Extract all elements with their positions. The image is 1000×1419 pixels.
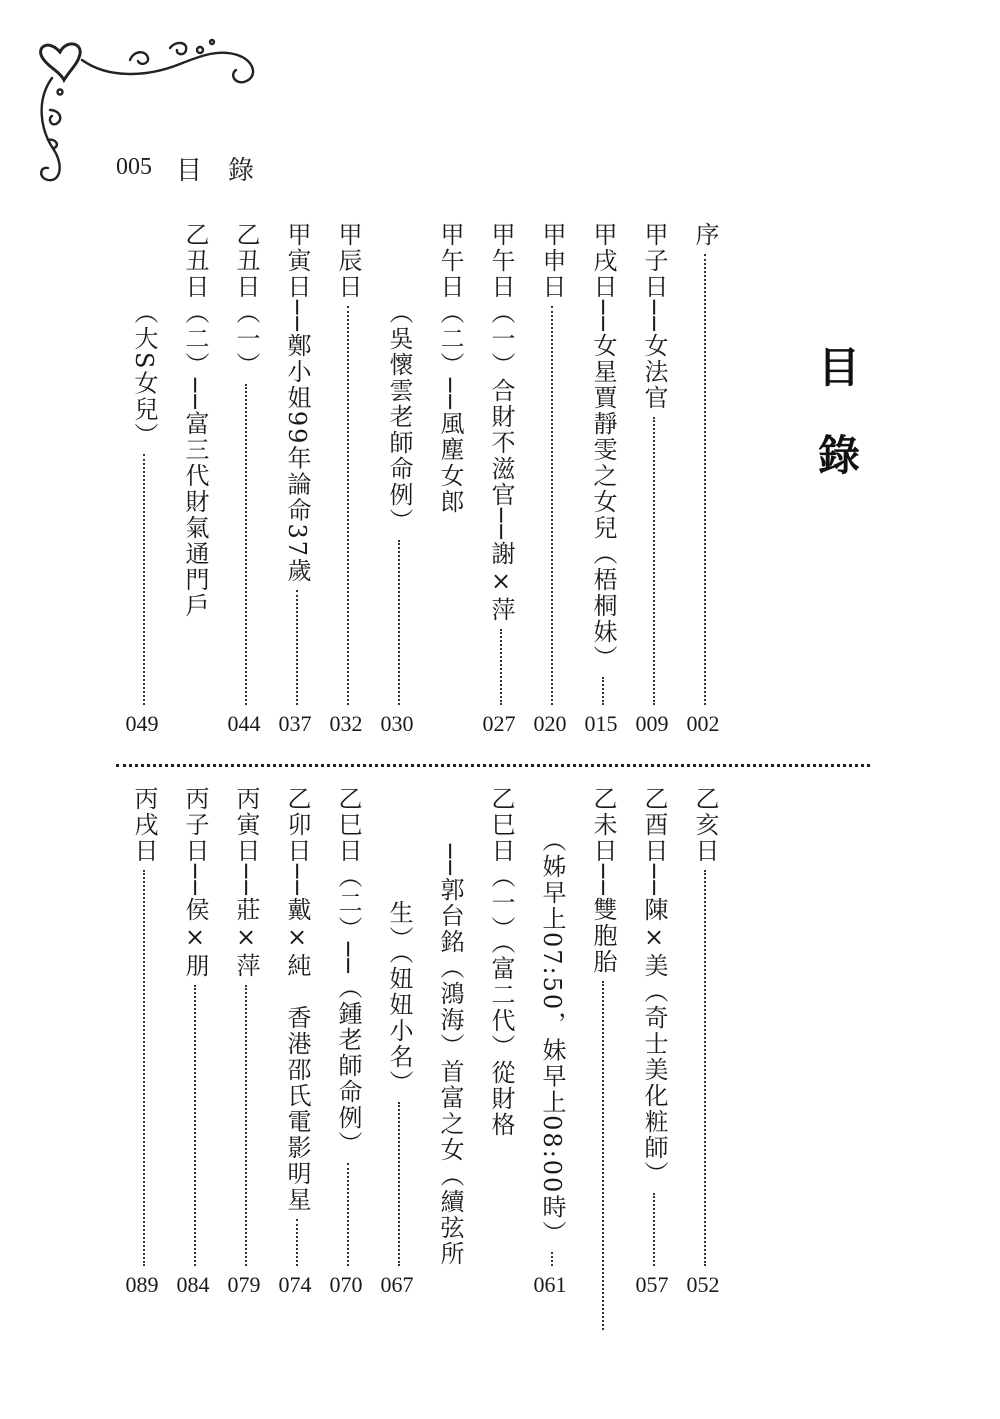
toc-entry-title: 甲申日 [538, 222, 566, 300]
dot-leader [143, 454, 145, 705]
toc-page-number: 037 [278, 711, 312, 736]
dot-leader [602, 677, 604, 705]
dot-leader [296, 590, 298, 705]
dot-leader [704, 870, 706, 1266]
toc-entry[interactable] [126, 786, 162, 1298]
toc-entry[interactable] [279, 222, 315, 737]
toc-entry-continuation[interactable] [534, 786, 570, 1298]
toc-entry[interactable] [228, 786, 264, 1298]
toc-page-number: 074 [278, 1272, 312, 1297]
toc-entry-title: ──郭台銘（鴻海）首富之女（續弦所 [436, 844, 464, 1267]
dot-leader [653, 417, 655, 705]
toc-page-number: 079 [227, 1272, 261, 1297]
running-header-title: 目錄 [176, 156, 281, 186]
dot-leader [551, 306, 553, 705]
toc-entry[interactable] [636, 786, 672, 1298]
toc-entry-title: 乙丑日（二）──富三代財氣通門戶 [181, 222, 209, 619]
dot-leader [245, 985, 247, 1266]
toc-entry-title: （大S女兒） [130, 300, 158, 449]
toc-entry[interactable] [483, 786, 519, 1298]
toc-entry-title: 乙巳日（二）──（鍾老師命例） [334, 786, 362, 1157]
toc-entry[interactable] [279, 786, 315, 1298]
toc-entry-title: 甲辰日 [334, 222, 362, 300]
dot-leader [194, 985, 196, 1266]
toc-entry-title: 乙丑日（一） [232, 222, 260, 378]
toc-entry[interactable] [330, 786, 366, 1298]
toc-entry[interactable] [585, 786, 621, 1298]
toc-entry[interactable] [636, 222, 672, 737]
dot-leader [245, 384, 247, 705]
toc-page-number: 020 [533, 711, 567, 736]
toc-entry-title: 丙寅日──莊×萍 [232, 786, 260, 979]
toc-entry-title: 甲子日──女法官 [640, 222, 668, 411]
toc-entry-continuation[interactable] [432, 786, 468, 1298]
toc-entry-continuation[interactable] [381, 786, 417, 1298]
dot-leader [704, 254, 706, 705]
toc-entry-title: 甲戌日──女星賈靜雯之女兒（梧桐妹） [589, 222, 617, 671]
dot-leader [653, 1193, 655, 1266]
toc-page-number: 032 [329, 711, 363, 736]
toc-page-number: 067 [380, 1272, 414, 1297]
toc-page-number: 061 [533, 1272, 567, 1297]
toc-entry-title: 生）（妞妞小名） [385, 900, 413, 1096]
toc-page-number: 049 [125, 711, 159, 736]
dot-leader [347, 1163, 349, 1266]
toc-entry-continuation[interactable] [126, 222, 162, 737]
toc-entry[interactable] [687, 222, 723, 737]
toc-page-number: 070 [329, 1272, 363, 1297]
toc-entry-title: 甲午日（二）──風塵女郎 [436, 222, 464, 515]
toc-entry-title: 序 [691, 222, 719, 248]
toc-page-number: 052 [686, 1272, 720, 1297]
dot-leader [602, 981, 604, 1330]
toc-entry[interactable] [687, 786, 723, 1298]
toc-entry-title: 乙巳日（一）（富二代）從財格 [487, 786, 515, 1138]
toc-entry[interactable] [330, 222, 366, 737]
section-divider [116, 764, 870, 767]
toc-entry-title: 丙子日──侯×朋 [181, 786, 209, 979]
toc-entry-title: 甲寅日──鄭小姐99年論命37歲 [283, 222, 311, 584]
page-title: 目錄 [812, 345, 861, 521]
dot-leader [500, 629, 502, 705]
toc-page-number: 027 [482, 711, 516, 736]
dot-leader [296, 1219, 298, 1266]
dot-leader [347, 306, 349, 705]
toc-entry[interactable] [534, 222, 570, 737]
toc-entry[interactable] [432, 222, 468, 737]
dot-leader [143, 870, 145, 1266]
toc-page-number: 057 [635, 1272, 669, 1297]
toc-page-number: 030 [380, 711, 414, 736]
page-number: 005 [116, 154, 152, 180]
toc-page-number: 002 [686, 711, 720, 736]
toc-entry[interactable] [177, 786, 213, 1298]
toc-entry-title: 乙卯日──戴×純 香港邵氏電影明星 [283, 786, 311, 1213]
toc-entry-title: 丙戌日 [130, 786, 158, 864]
toc-entry-title: 乙未日──雙胞胎 [589, 786, 617, 975]
toc-entry-title: 甲午日（一）合財不滋官──謝×萍 [487, 222, 515, 623]
toc-page-number: 089 [125, 1272, 159, 1297]
toc-entry[interactable] [177, 222, 213, 737]
toc-entry[interactable] [483, 222, 519, 737]
toc-entry-continuation[interactable] [381, 222, 417, 737]
dot-leader [398, 540, 400, 705]
toc-page-number: 044 [227, 711, 261, 736]
dot-leader [398, 1102, 400, 1266]
dot-leader [551, 1252, 553, 1266]
toc-entry-title: 乙酉日──陳×美（奇士美化粧師） [640, 786, 668, 1187]
toc-page-number: 084 [176, 1272, 210, 1297]
toc-entry-title: （姊早上07:50，妹早上08:00時） [538, 828, 566, 1247]
toc-page-number: 009 [635, 711, 669, 736]
toc-page-number: 015 [584, 711, 618, 736]
toc-entry[interactable] [585, 222, 621, 737]
toc-entry[interactable] [228, 222, 264, 737]
toc-entry-title: （吳懷雲老師命例） [385, 300, 413, 534]
toc-entry-title: 乙亥日 [691, 786, 719, 864]
